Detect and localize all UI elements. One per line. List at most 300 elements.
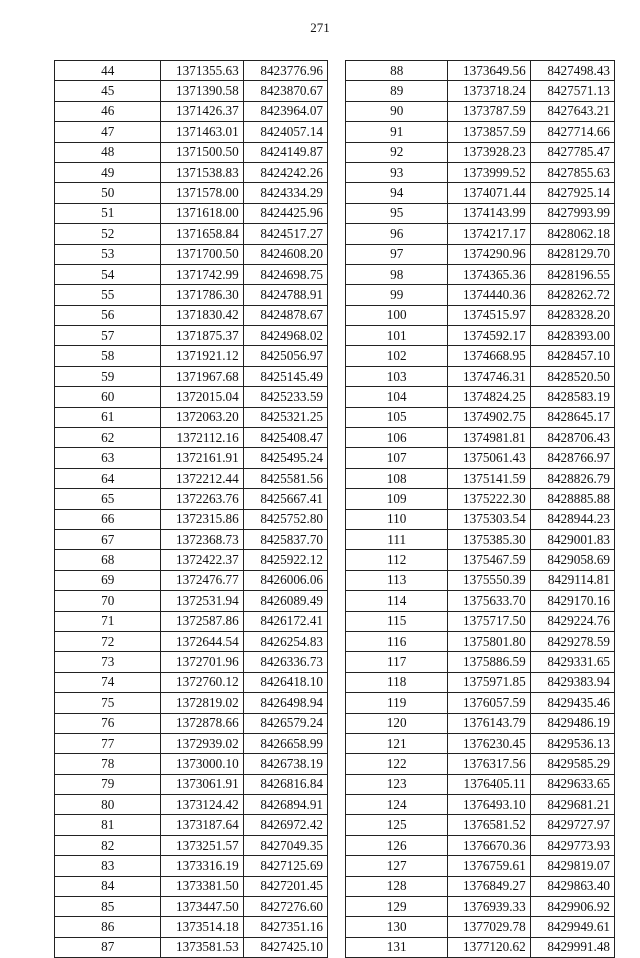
y-coordinate-cell: 8427993.99	[530, 203, 614, 223]
x-coordinate-cell: 1372112.16	[161, 428, 243, 448]
x-coordinate-cell: 1376230.45	[448, 733, 530, 753]
point-number-cell: 63	[55, 448, 161, 468]
x-coordinate-cell: 1373787.59	[448, 101, 530, 121]
x-coordinate-cell: 1372701.96	[161, 652, 243, 672]
y-coordinate-cell: 8427855.63	[530, 162, 614, 182]
point-number-cell: 87	[55, 937, 161, 957]
table-row	[55, 937, 328, 957]
table-row	[55, 876, 328, 896]
y-coordinate-cell: 8425233.59	[243, 387, 327, 407]
y-coordinate-cell: 8424698.75	[243, 264, 327, 284]
x-coordinate-cell: 1373187.64	[161, 815, 243, 835]
y-coordinate-cell: 8428328.20	[530, 305, 614, 325]
point-number-cell: 61	[55, 407, 161, 427]
x-coordinate-cell: 1371875.37	[161, 326, 243, 346]
x-coordinate-cell: 1374290.96	[448, 244, 530, 264]
table-row	[346, 672, 615, 692]
x-coordinate-cell: 1373381.50	[161, 876, 243, 896]
x-coordinate-cell: 1375141.59	[448, 468, 530, 488]
y-coordinate-cell: 8425056.97	[243, 346, 327, 366]
point-number-cell: 122	[346, 754, 448, 774]
point-number-cell: 107	[346, 448, 448, 468]
x-coordinate-cell: 1374143.99	[448, 203, 530, 223]
table-row	[55, 122, 328, 142]
y-coordinate-cell: 8429331.65	[530, 652, 614, 672]
x-coordinate-cell: 1372476.77	[161, 570, 243, 590]
point-number-cell: 77	[55, 733, 161, 753]
table-row	[346, 387, 615, 407]
table-row	[55, 142, 328, 162]
point-number-cell: 92	[346, 142, 448, 162]
point-number-cell: 128	[346, 876, 448, 896]
table-row	[346, 162, 615, 182]
table-row	[55, 387, 328, 407]
table-row	[346, 733, 615, 753]
point-number-cell: 89	[346, 81, 448, 101]
table-row	[346, 550, 615, 570]
point-number-cell: 65	[55, 489, 161, 509]
y-coordinate-cell: 8428262.72	[530, 285, 614, 305]
y-coordinate-cell: 8428885.88	[530, 489, 614, 509]
x-coordinate-cell: 1373649.56	[448, 61, 530, 81]
point-number-cell: 108	[346, 468, 448, 488]
y-coordinate-cell: 8428766.97	[530, 448, 614, 468]
table-row	[55, 611, 328, 631]
x-coordinate-cell: 1375717.50	[448, 611, 530, 631]
x-coordinate-cell: 1371967.68	[161, 366, 243, 386]
y-coordinate-cell: 8424057.14	[243, 122, 327, 142]
x-coordinate-cell: 1372760.12	[161, 672, 243, 692]
point-number-cell: 53	[55, 244, 161, 264]
table-row	[346, 326, 615, 346]
x-coordinate-cell: 1376057.59	[448, 693, 530, 713]
x-coordinate-cell: 1372587.86	[161, 611, 243, 631]
x-coordinate-cell: 1373581.53	[161, 937, 243, 957]
table-row	[55, 81, 328, 101]
point-number-cell: 91	[346, 122, 448, 142]
table-row	[55, 733, 328, 753]
x-coordinate-cell: 1371500.50	[161, 142, 243, 162]
point-number-cell: 112	[346, 550, 448, 570]
y-coordinate-cell: 8425837.70	[243, 529, 327, 549]
table-row	[55, 713, 328, 733]
y-coordinate-cell: 8426579.24	[243, 713, 327, 733]
table-row	[55, 305, 328, 325]
point-number-cell: 50	[55, 183, 161, 203]
y-coordinate-cell: 8426658.99	[243, 733, 327, 753]
table-row	[55, 264, 328, 284]
y-coordinate-cell: 8427571.13	[530, 81, 614, 101]
y-coordinate-cell: 8426418.10	[243, 672, 327, 692]
point-number-cell: 99	[346, 285, 448, 305]
x-coordinate-cell: 1375385.30	[448, 529, 530, 549]
table-row	[55, 754, 328, 774]
table-row	[346, 631, 615, 651]
y-coordinate-cell: 8427125.69	[243, 856, 327, 876]
table-row	[346, 244, 615, 264]
y-coordinate-cell: 8423964.07	[243, 101, 327, 121]
point-number-cell: 105	[346, 407, 448, 427]
point-number-cell: 100	[346, 305, 448, 325]
table-row	[346, 652, 615, 672]
point-number-cell: 49	[55, 162, 161, 182]
y-coordinate-cell: 8428706.43	[530, 428, 614, 448]
table-row	[55, 489, 328, 509]
point-number-cell: 82	[55, 835, 161, 855]
x-coordinate-cell: 1374217.17	[448, 224, 530, 244]
x-coordinate-cell: 1372878.66	[161, 713, 243, 733]
x-coordinate-cell: 1372531.94	[161, 591, 243, 611]
table-row	[346, 203, 615, 223]
point-number-cell: 93	[346, 162, 448, 182]
y-coordinate-cell: 8429383.94	[530, 672, 614, 692]
y-coordinate-cell: 8429170.16	[530, 591, 614, 611]
x-coordinate-cell: 1373514.18	[161, 917, 243, 937]
table-row	[346, 264, 615, 284]
y-coordinate-cell: 8426006.06	[243, 570, 327, 590]
x-coordinate-cell: 1372063.20	[161, 407, 243, 427]
y-coordinate-cell: 8425145.49	[243, 366, 327, 386]
point-number-cell: 58	[55, 346, 161, 366]
point-number-cell: 125	[346, 815, 448, 835]
point-number-cell: 121	[346, 733, 448, 753]
point-number-cell: 71	[55, 611, 161, 631]
table-row	[55, 224, 328, 244]
x-coordinate-cell: 1372819.02	[161, 693, 243, 713]
x-coordinate-cell: 1372161.91	[161, 448, 243, 468]
y-coordinate-cell: 8429681.21	[530, 795, 614, 815]
table-row	[55, 897, 328, 917]
y-coordinate-cell: 8426738.19	[243, 754, 327, 774]
table-row	[55, 448, 328, 468]
y-coordinate-cell: 8427201.45	[243, 876, 327, 896]
x-coordinate-cell: 1371830.42	[161, 305, 243, 325]
x-coordinate-cell: 1371390.58	[161, 81, 243, 101]
table-row	[346, 101, 615, 121]
y-coordinate-cell: 8426972.42	[243, 815, 327, 835]
y-coordinate-cell: 8427785.47	[530, 142, 614, 162]
table-row	[55, 795, 328, 815]
x-coordinate-cell: 1375467.59	[448, 550, 530, 570]
y-coordinate-cell: 8428062.18	[530, 224, 614, 244]
x-coordinate-cell: 1371786.30	[161, 285, 243, 305]
x-coordinate-cell: 1375061.43	[448, 448, 530, 468]
table-row	[346, 183, 615, 203]
table-row	[346, 897, 615, 917]
y-coordinate-cell: 8426498.94	[243, 693, 327, 713]
x-coordinate-cell: 1374071.44	[448, 183, 530, 203]
point-number-cell: 52	[55, 224, 161, 244]
y-coordinate-cell: 8429727.97	[530, 815, 614, 835]
y-coordinate-cell: 8429536.13	[530, 733, 614, 753]
point-number-cell: 90	[346, 101, 448, 121]
point-number-cell: 67	[55, 529, 161, 549]
point-number-cell: 86	[55, 917, 161, 937]
y-coordinate-cell: 8429863.40	[530, 876, 614, 896]
table-row	[346, 529, 615, 549]
point-number-cell: 66	[55, 509, 161, 529]
table-row	[55, 815, 328, 835]
y-coordinate-cell: 8427049.35	[243, 835, 327, 855]
point-number-cell: 80	[55, 795, 161, 815]
y-coordinate-cell: 8429819.07	[530, 856, 614, 876]
table-row	[346, 366, 615, 386]
x-coordinate-cell: 1372315.86	[161, 509, 243, 529]
y-coordinate-cell: 8427498.43	[530, 61, 614, 81]
x-coordinate-cell: 1373857.59	[448, 122, 530, 142]
x-coordinate-cell: 1375222.30	[448, 489, 530, 509]
x-coordinate-cell: 1373316.19	[161, 856, 243, 876]
table-row	[55, 550, 328, 570]
y-coordinate-cell: 8424878.67	[243, 305, 327, 325]
point-number-cell: 109	[346, 489, 448, 509]
y-coordinate-cell: 8424425.96	[243, 203, 327, 223]
point-number-cell: 106	[346, 428, 448, 448]
point-number-cell: 116	[346, 631, 448, 651]
point-number-cell: 113	[346, 570, 448, 590]
x-coordinate-cell: 1373251.57	[161, 835, 243, 855]
point-number-cell: 127	[346, 856, 448, 876]
point-number-cell: 110	[346, 509, 448, 529]
x-coordinate-cell: 1373928.23	[448, 142, 530, 162]
y-coordinate-cell: 8429991.48	[530, 937, 614, 957]
table-row	[55, 774, 328, 794]
point-number-cell: 119	[346, 693, 448, 713]
x-coordinate-cell: 1374668.95	[448, 346, 530, 366]
y-coordinate-cell: 8427425.10	[243, 937, 327, 957]
y-coordinate-cell: 8428457.10	[530, 346, 614, 366]
x-coordinate-cell: 1375801.80	[448, 631, 530, 651]
point-number-cell: 72	[55, 631, 161, 651]
table-row	[55, 101, 328, 121]
point-number-cell: 57	[55, 326, 161, 346]
point-number-cell: 79	[55, 774, 161, 794]
y-coordinate-cell: 8429278.59	[530, 631, 614, 651]
table-row	[346, 856, 615, 876]
y-coordinate-cell: 8426816.84	[243, 774, 327, 794]
x-coordinate-cell: 1374440.36	[448, 285, 530, 305]
y-coordinate-cell: 8429585.29	[530, 754, 614, 774]
point-number-cell: 62	[55, 428, 161, 448]
y-coordinate-cell: 8429633.65	[530, 774, 614, 794]
y-coordinate-cell: 8427714.66	[530, 122, 614, 142]
table-row	[346, 142, 615, 162]
table-row	[55, 856, 328, 876]
x-coordinate-cell: 1374824.25	[448, 387, 530, 407]
x-coordinate-cell: 1377029.78	[448, 917, 530, 937]
y-coordinate-cell: 8428826.79	[530, 468, 614, 488]
point-number-cell: 55	[55, 285, 161, 305]
x-coordinate-cell: 1372015.04	[161, 387, 243, 407]
y-coordinate-cell: 8424149.87	[243, 142, 327, 162]
point-number-cell: 117	[346, 652, 448, 672]
y-coordinate-cell: 8427276.60	[243, 897, 327, 917]
x-coordinate-cell: 1372212.44	[161, 468, 243, 488]
point-number-cell: 96	[346, 224, 448, 244]
table-row	[55, 346, 328, 366]
y-coordinate-cell: 8429114.81	[530, 570, 614, 590]
table-row	[55, 203, 328, 223]
point-number-cell: 78	[55, 754, 161, 774]
x-coordinate-cell: 1372422.37	[161, 550, 243, 570]
y-coordinate-cell: 8428583.19	[530, 387, 614, 407]
point-number-cell: 56	[55, 305, 161, 325]
x-coordinate-cell: 1374515.97	[448, 305, 530, 325]
y-coordinate-cell: 8428196.55	[530, 264, 614, 284]
table-row	[346, 448, 615, 468]
point-number-cell: 114	[346, 591, 448, 611]
table-row	[346, 346, 615, 366]
y-coordinate-cell: 8429486.19	[530, 713, 614, 733]
point-number-cell: 124	[346, 795, 448, 815]
x-coordinate-cell: 1371700.50	[161, 244, 243, 264]
x-coordinate-cell: 1374902.75	[448, 407, 530, 427]
point-number-cell: 46	[55, 101, 161, 121]
x-coordinate-cell: 1371538.83	[161, 162, 243, 182]
point-number-cell: 95	[346, 203, 448, 223]
x-coordinate-cell: 1377120.62	[448, 937, 530, 957]
y-coordinate-cell: 8428393.00	[530, 326, 614, 346]
table-row	[55, 631, 328, 651]
y-coordinate-cell: 8429949.61	[530, 917, 614, 937]
y-coordinate-cell: 8426089.49	[243, 591, 327, 611]
point-number-cell: 81	[55, 815, 161, 835]
point-number-cell: 123	[346, 774, 448, 794]
table-row	[346, 795, 615, 815]
table-row	[346, 570, 615, 590]
x-coordinate-cell: 1373718.24	[448, 81, 530, 101]
point-number-cell: 47	[55, 122, 161, 142]
x-coordinate-cell: 1376405.11	[448, 774, 530, 794]
x-coordinate-cell: 1371658.84	[161, 224, 243, 244]
point-number-cell: 120	[346, 713, 448, 733]
point-number-cell: 126	[346, 835, 448, 855]
y-coordinate-cell: 8429906.92	[530, 897, 614, 917]
table-row	[346, 509, 615, 529]
point-number-cell: 131	[346, 937, 448, 957]
point-number-cell: 102	[346, 346, 448, 366]
point-number-cell: 45	[55, 81, 161, 101]
point-number-cell: 88	[346, 61, 448, 81]
x-coordinate-cell: 1371578.00	[161, 183, 243, 203]
point-number-cell: 94	[346, 183, 448, 203]
point-number-cell: 70	[55, 591, 161, 611]
y-coordinate-cell: 8424608.20	[243, 244, 327, 264]
point-number-cell: 111	[346, 529, 448, 549]
y-coordinate-cell: 8425667.41	[243, 489, 327, 509]
y-coordinate-cell: 8428645.17	[530, 407, 614, 427]
table-row	[55, 652, 328, 672]
y-coordinate-cell: 8424788.91	[243, 285, 327, 305]
y-coordinate-cell: 8423776.96	[243, 61, 327, 81]
point-number-cell: 59	[55, 366, 161, 386]
table-row	[346, 122, 615, 142]
table-row	[346, 407, 615, 427]
point-number-cell: 75	[55, 693, 161, 713]
y-coordinate-cell: 8427643.21	[530, 101, 614, 121]
x-coordinate-cell: 1373124.42	[161, 795, 243, 815]
x-coordinate-cell: 1371426.37	[161, 101, 243, 121]
y-coordinate-cell: 8428520.50	[530, 366, 614, 386]
y-coordinate-cell: 8424517.27	[243, 224, 327, 244]
x-coordinate-cell: 1372644.54	[161, 631, 243, 651]
point-number-cell: 48	[55, 142, 161, 162]
y-coordinate-cell: 8424334.29	[243, 183, 327, 203]
table-row	[346, 937, 615, 957]
x-coordinate-cell: 1375886.59	[448, 652, 530, 672]
x-coordinate-cell: 1374365.36	[448, 264, 530, 284]
x-coordinate-cell: 1372263.76	[161, 489, 243, 509]
y-coordinate-cell: 8426172.41	[243, 611, 327, 631]
table-row	[55, 326, 328, 346]
table-row	[346, 774, 615, 794]
point-number-cell: 69	[55, 570, 161, 590]
y-coordinate-cell: 8429435.46	[530, 693, 614, 713]
point-number-cell: 44	[55, 61, 161, 81]
point-number-cell: 85	[55, 897, 161, 917]
x-coordinate-cell: 1373447.50	[161, 897, 243, 917]
table-row	[346, 468, 615, 488]
table-row	[346, 61, 615, 81]
x-coordinate-cell: 1376849.27	[448, 876, 530, 896]
x-coordinate-cell: 1372368.73	[161, 529, 243, 549]
table-row	[346, 611, 615, 631]
point-number-cell: 74	[55, 672, 161, 692]
x-coordinate-cell: 1371618.00	[161, 203, 243, 223]
x-coordinate-cell: 1372939.02	[161, 733, 243, 753]
table-row	[55, 366, 328, 386]
x-coordinate-cell: 1371921.12	[161, 346, 243, 366]
x-coordinate-cell: 1376317.56	[448, 754, 530, 774]
table-row	[55, 529, 328, 549]
coordinates-table-left	[54, 60, 328, 958]
y-coordinate-cell: 8427925.14	[530, 183, 614, 203]
point-number-cell: 73	[55, 652, 161, 672]
point-number-cell: 130	[346, 917, 448, 937]
table-row	[55, 835, 328, 855]
table-row	[55, 285, 328, 305]
point-number-cell: 83	[55, 856, 161, 876]
point-number-cell: 101	[346, 326, 448, 346]
point-number-cell: 84	[55, 876, 161, 896]
table-row	[55, 428, 328, 448]
table-row	[55, 570, 328, 590]
y-coordinate-cell: 8424242.26	[243, 162, 327, 182]
x-coordinate-cell: 1375971.85	[448, 672, 530, 692]
point-number-cell: 103	[346, 366, 448, 386]
table-row	[346, 876, 615, 896]
x-coordinate-cell: 1376939.33	[448, 897, 530, 917]
y-coordinate-cell: 8425581.56	[243, 468, 327, 488]
table-row	[346, 815, 615, 835]
point-number-cell: 51	[55, 203, 161, 223]
table-row	[55, 162, 328, 182]
x-coordinate-cell: 1373000.10	[161, 754, 243, 774]
table-row	[55, 183, 328, 203]
table-row	[346, 693, 615, 713]
table-row	[346, 428, 615, 448]
x-coordinate-cell: 1376759.61	[448, 856, 530, 876]
x-coordinate-cell: 1376143.79	[448, 713, 530, 733]
table-row	[346, 224, 615, 244]
y-coordinate-cell: 8426894.91	[243, 795, 327, 815]
y-coordinate-cell: 8425752.80	[243, 509, 327, 529]
x-coordinate-cell: 1373061.91	[161, 774, 243, 794]
table-row	[346, 305, 615, 325]
table-row	[55, 407, 328, 427]
y-coordinate-cell: 8425495.24	[243, 448, 327, 468]
y-coordinate-cell: 8428944.23	[530, 509, 614, 529]
